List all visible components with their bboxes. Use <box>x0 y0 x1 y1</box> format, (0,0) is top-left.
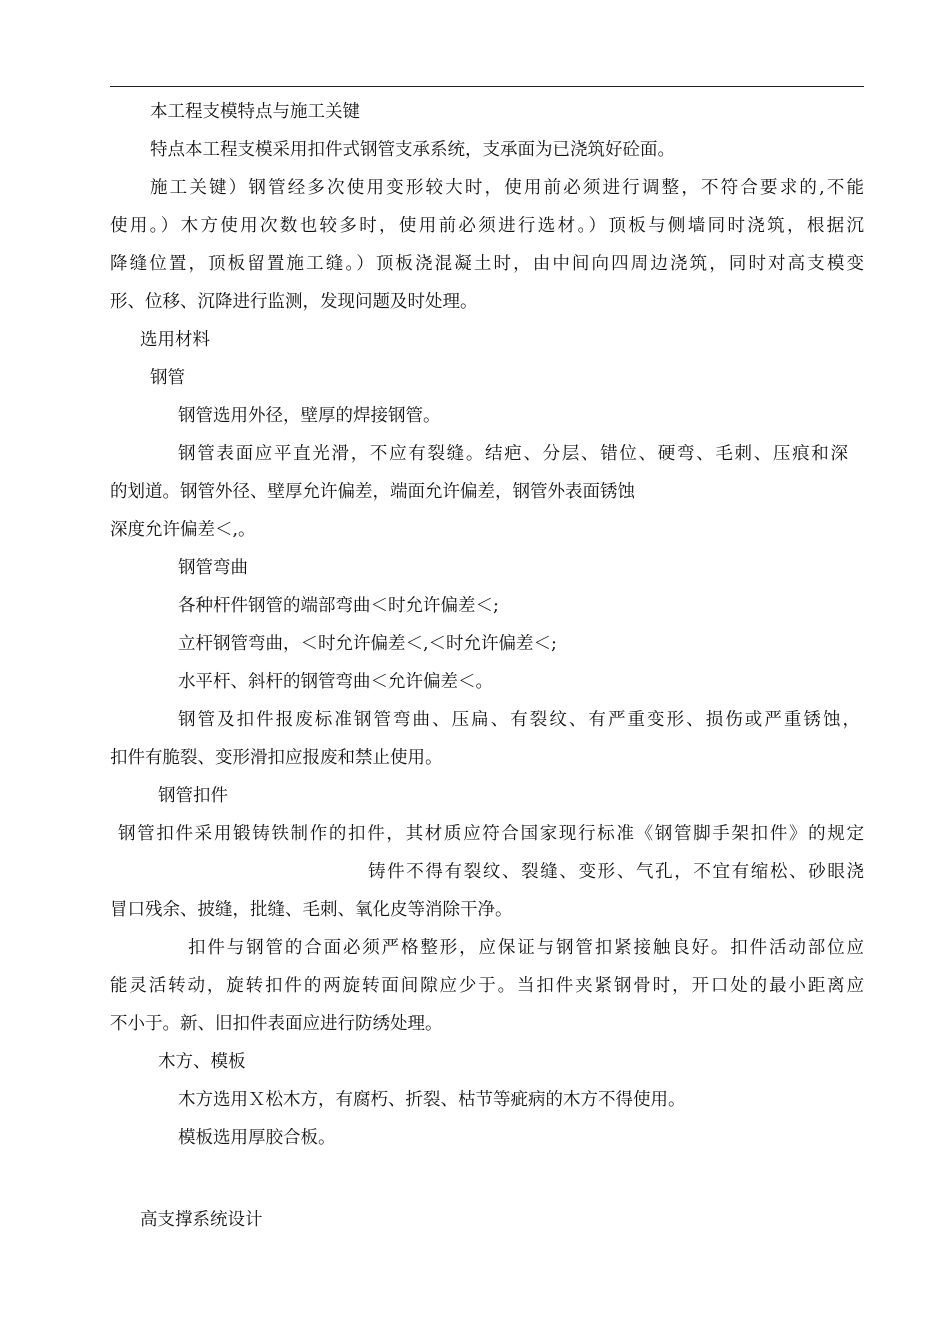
paragraph-formwork-board: 模板选用厚胶合板。 <box>178 1128 336 1148</box>
header-rule <box>110 86 864 87</box>
heading-steel-pipe: 钢管 <box>150 368 185 388</box>
paragraph-bending-ends: 各种杆件钢管的端部弯曲＜时允许偏差＜; <box>178 596 499 616</box>
paragraph-pipe-surface-line-2: 的划道。钢管外径、壁厚允许偏差，端面允许偏差，钢管外表面锈蚀 <box>110 482 635 502</box>
paragraph-couplers-line-1: 钢管扣件采用锻铸铁制作的扣件，其材质应符合国家现行标准《钢管脚手架扣件》的规定 <box>118 824 864 844</box>
heading-materials: 选用材料 <box>140 330 210 350</box>
heading-support-system-design: 高支撑系统设计 <box>140 1210 263 1230</box>
paragraph-key-points-line-3: 降缝位置，顶板留置施工缝。）顶板浇混凝土时，由中间向四周边浇筑，同时对高支模变 <box>110 254 864 274</box>
paragraph-key-points-line-1: 施工关键）钢管经多次使用变形较大时，使用前必须进行调整，不符合要求的,不能 <box>150 178 864 198</box>
paragraph-scrap-standard-line-1: 钢管及扣件报废标准钢管弯曲、压扁、有裂纹、有严重变形、损伤或严重锈蚀， <box>178 710 860 730</box>
paragraph-bending-uprights: 立杆钢管弯曲，＜时允许偏差＜,＜时允许偏差＜; <box>178 634 557 654</box>
paragraph-features: 特点本工程支模采用扣件式钢管支承系统，支承面为已浇筑好砼面。 <box>150 140 675 160</box>
paragraph-key-points-line-2: 使用。）木方使用次数也较多时，使用前必须进行选材。）顶板与侧墙同时浇筑，根据沉 <box>110 216 864 236</box>
paragraph-timber: 木方选用Ｘ松木方，有腐朽、折裂、枯节等疵病的木方不得使用。 <box>178 1090 686 1110</box>
heading-formwork-features: 本工程支模特点与施工关键 <box>150 102 360 122</box>
heading-pipe-bending: 钢管弯曲 <box>178 558 248 578</box>
paragraph-pipe-surface-line-1: 钢管表面应平直光滑，不应有裂缝。结疤、分层、错位、硬弯、毛刺、压痕和深 <box>178 444 848 464</box>
paragraph-scrap-standard-line-2: 扣件有脆裂、变形滑扣应报废和禁止使用。 <box>110 748 443 768</box>
paragraph-couplers-line-3: 冒口残余、披缝，批缝、毛刺、氧化皮等消除干净。 <box>110 900 513 920</box>
paragraph-pipe-surface-line-3: 深度允许偏差＜,。 <box>110 520 256 540</box>
heading-pipe-couplers: 钢管扣件 <box>158 786 228 806</box>
heading-timber-formwork: 木方、模板 <box>158 1052 246 1072</box>
paragraph-couplers-line-2: 铸件不得有裂纹、裂缝、变形、气孔，不宜有缩松、砂眼浇 <box>368 862 864 882</box>
paragraph-bending-horizontal: 水平杆、斜杆的钢管弯曲＜允许偏差＜。 <box>178 672 493 692</box>
paragraph-coupler-fit-line-2: 能灵活转动，旋转扣件的两旋转面间隙应少于。当扣件夹紧钢骨时，开口处的最小距离应 <box>110 976 864 996</box>
paragraph-coupler-fit-line-1: 扣件与钢管的合面必须严格整形，应保证与钢管扣紧接触良好。扣件活动部位应 <box>188 938 864 958</box>
paragraph-key-points-line-4: 形、位移、沉降进行监测，发现问题及时处理。 <box>110 292 478 312</box>
paragraph-coupler-fit-line-3: 不小于。新、旧扣件表面应进行防绣处理。 <box>110 1014 443 1034</box>
paragraph-pipe-spec: 钢管选用外径，壁厚的焊接钢管。 <box>178 406 441 426</box>
